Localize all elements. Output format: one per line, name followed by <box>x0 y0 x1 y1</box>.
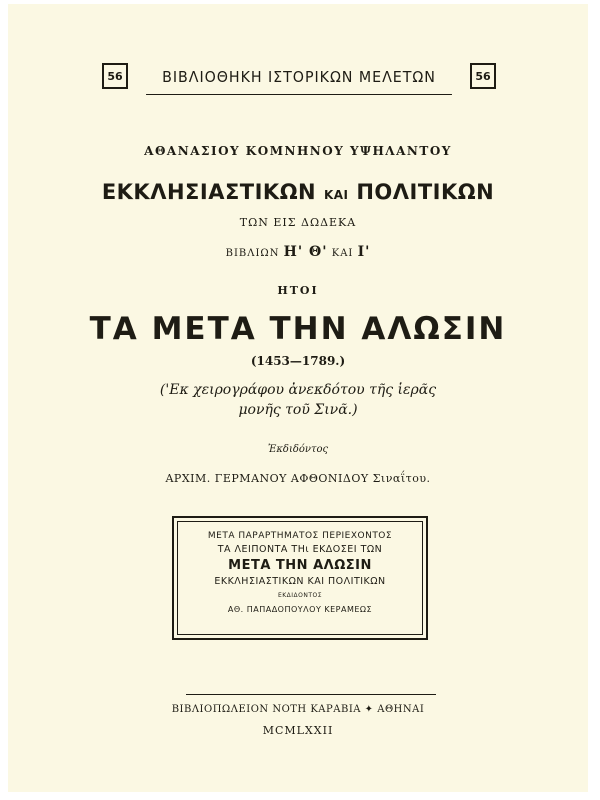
appendix-line-2: ΤΑ ΛΕΙΠΟΝΤΑ ΤΗι ΕΚΔΟΣΕΙ ΤΩΝ <box>217 544 383 555</box>
publisher: ΒΙΒΛΙΟΠΩΛΕΙΟΝ ΝΟΤΗ ΚΑΡΑΒΙΑ ✦ ΑΘΗΝΑΙ <box>171 704 425 715</box>
work-title-part-2: ΠΟΛΙΤΙΚΩΝ <box>356 180 495 204</box>
appendix-box <box>172 516 428 640</box>
series-number-right: 56 <box>470 63 496 89</box>
series-header <box>102 60 496 96</box>
appendix-line-4: ΕΚΚΛΗΣΙΑΣΤΙΚΩΝ ΚΑΙ ΠΟΛΙΤΙΚΩΝ <box>214 576 386 587</box>
books-last: Ι' <box>357 244 371 260</box>
source-line-1: ('Εκ χειρογράφου ἀνεκδότου τῆς ἱερᾶς <box>159 382 437 398</box>
books-numbers: Η' Θ' <box>283 244 328 260</box>
books-line: ΤΩΝ ΕΙΣ ΔΩΔΕΚΑ <box>239 216 357 229</box>
appendix-line-3: ΜΕΤΑ ΤΗΝ ΑΛΩΣΙΝ <box>228 558 372 573</box>
work-title <box>8 180 588 204</box>
imprint-rule <box>186 694 436 695</box>
work-title-part-1: ΕΚΚΛΗΣΙΑΣΤΙΚΩΝ <box>101 180 317 204</box>
work-title-conjunction: ΚΑΙ <box>323 188 349 202</box>
source-note <box>8 380 588 420</box>
books-word: ΒΙΒΛΙΩΝ <box>225 248 280 259</box>
appendix-line-6: ΑΘ. ΠΑΠΑΔΟΠΟΥΛΟΥ ΚΕΡΑΜΕΩΣ <box>227 605 373 614</box>
series-title: ΒΙΒΛΙΟΘΗΚΗ ΙΣΤΟΡΙΚΩΝ ΜΕΛΕΤΩΝ <box>146 60 452 95</box>
book-cover <box>8 4 588 792</box>
main-title: ΤΑ ΜΕΤΑ ΤΗΝ ΑΛΩΣΙΝ <box>89 311 507 347</box>
publication-year: MCMLXXII <box>262 724 334 737</box>
editor-label: Ἐκδιδόντος <box>267 444 329 455</box>
years: (1453—1789.) <box>250 354 346 368</box>
appendix-line-1: ΜΕΤΑ ΠΑΡΑΡΤΗΜΑΤΟΣ ΠΕΡΙΕΧΟΝΤΟΣ <box>207 531 393 541</box>
series-number-left: 56 <box>102 63 128 89</box>
source-line-2: μονῆς τοῦ Σινᾶ.) <box>238 402 358 418</box>
author-name: ΑΘΑΝΑΣΙΟΥ ΚΟΜΝΗΝΟΥ ΥΨΗΛΑΝΤΟΥ <box>144 144 452 158</box>
etoi-word: ΗΤΟΙ <box>277 284 319 297</box>
books-numbers-line <box>8 244 588 260</box>
appendix-line-5: ΕΚΔΙΔΟΝΤΟΣ <box>277 592 323 599</box>
appendix-box-inner <box>177 521 423 635</box>
books-and: ΚΑΙ <box>331 248 354 259</box>
editor-name: ΑΡΧΙΜ. ΓΕΡΜΑΝΟΥ ΑΦΘΟΝΙΔΟΥ Σιναΐτου. <box>165 472 431 485</box>
